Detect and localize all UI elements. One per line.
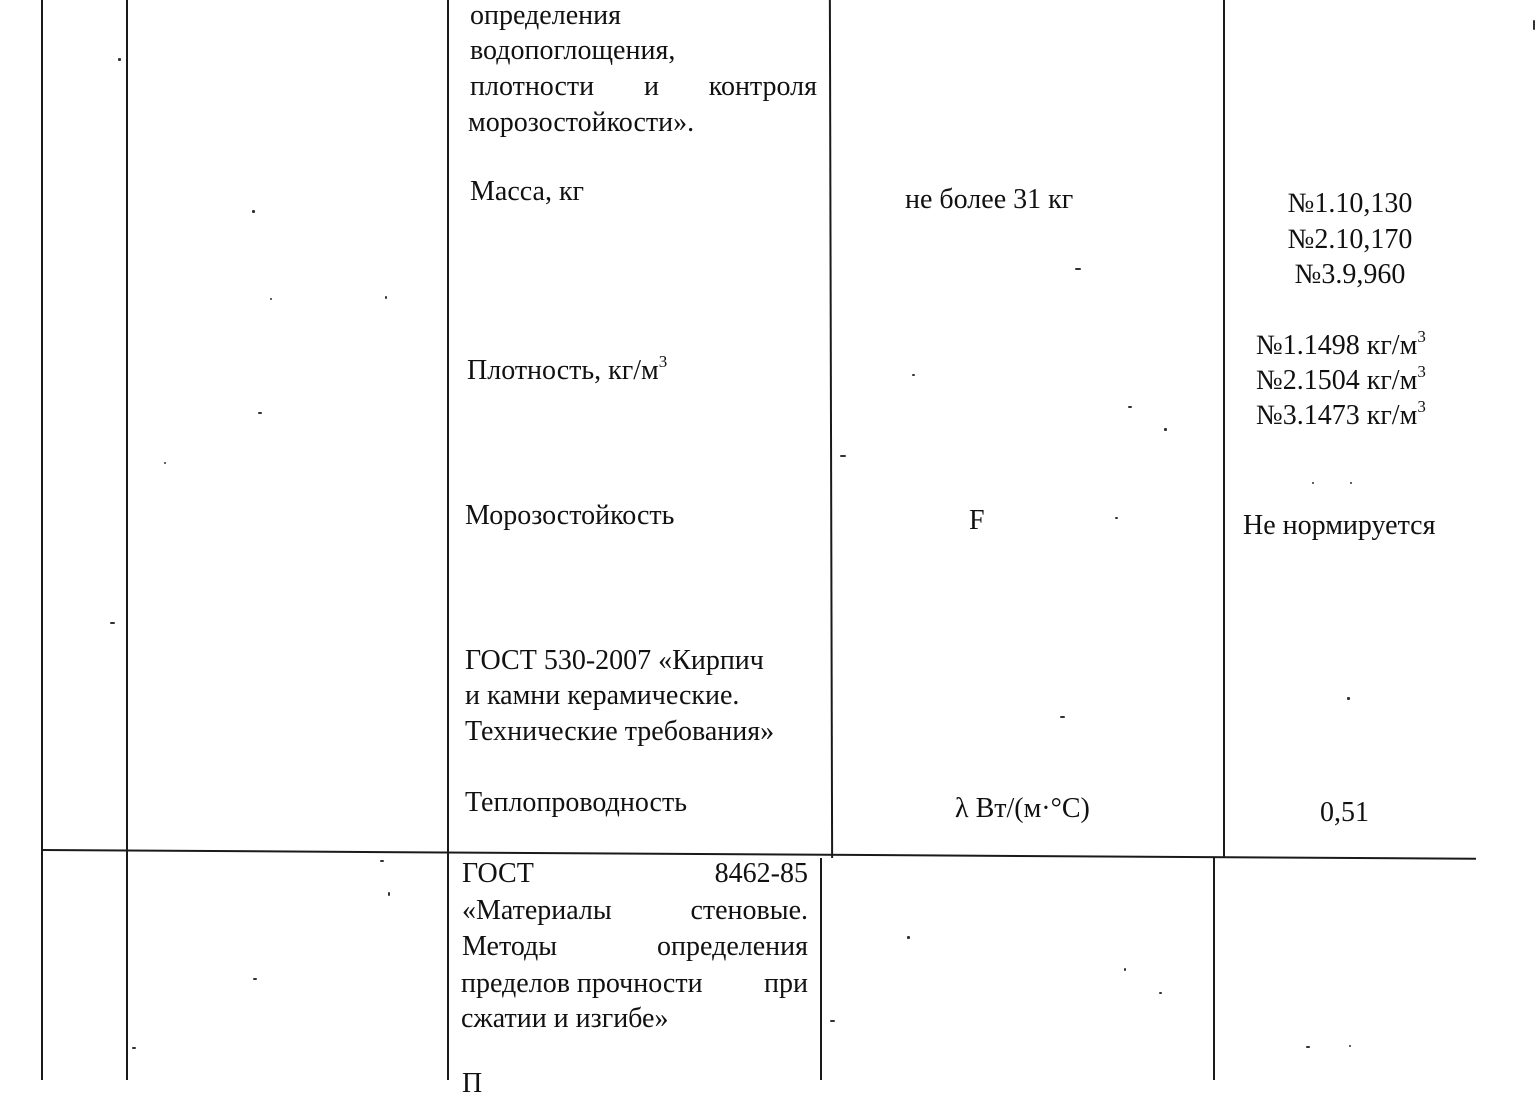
- mass-label: Масса, кг: [470, 176, 585, 207]
- scan-speck: [388, 892, 390, 896]
- word: «Материалы: [462, 895, 612, 926]
- table-col-divider-3: [829, 0, 833, 858]
- scan-speck: [252, 210, 255, 213]
- gost8462-line: [462, 856, 808, 892]
- density-label-text: Плотность, кг/м: [467, 355, 659, 386]
- density-label-sup: 3: [658, 351, 668, 371]
- scan-speck: [830, 1020, 835, 1022]
- mass-result-1: №1.10,130: [1287, 188, 1413, 219]
- frost-result: Не нормируется: [1243, 510, 1436, 541]
- density-result-sup: 3: [1417, 396, 1426, 416]
- scan-speck: [1159, 992, 1162, 994]
- scan-speck: [1312, 482, 1314, 484]
- word: и: [643, 71, 659, 102]
- scan-speck: [1349, 1045, 1351, 1047]
- scan-speck: [270, 298, 272, 300]
- scan-speck: [1124, 968, 1126, 971]
- scan-speck: [253, 978, 257, 980]
- scan-speck: [1075, 268, 1081, 270]
- mass-norm: не более 31 кг: [905, 184, 1074, 215]
- method-line: морозостойкости».: [468, 107, 695, 138]
- density-result-sup: 3: [1417, 361, 1426, 381]
- scan-speck: [1350, 482, 1352, 484]
- gost8462-line: [461, 966, 808, 1002]
- density-result-1: [1256, 328, 1426, 364]
- scan-speck: [1128, 406, 1132, 408]
- gost8462-line: [462, 929, 808, 965]
- method-line: водопоглощения,: [470, 35, 676, 66]
- table-col-divider-2: [447, 0, 449, 1080]
- scan-speck: [1306, 1046, 1310, 1048]
- density-result-text: №2.1504 кг/м: [1256, 365, 1418, 396]
- table-col-divider-4-lower: [1213, 858, 1215, 1080]
- density-result-text: №1.1498 кг/м: [1256, 330, 1418, 361]
- scan-speck: [110, 622, 115, 624]
- scan-speck: [1164, 428, 1167, 431]
- scan-speck: [1533, 20, 1535, 30]
- density-result-text: №3.1473 кг/м: [1256, 400, 1418, 431]
- word: при: [764, 968, 808, 999]
- thermal-result: 0,51: [1320, 797, 1369, 828]
- word: плотности: [470, 71, 595, 102]
- word: контроля: [708, 71, 817, 102]
- mass-result-2: №2.10,170: [1287, 224, 1413, 255]
- next-row-fragment: П: [462, 1068, 483, 1099]
- scan-speck: [380, 860, 384, 862]
- word: пределов прочности: [461, 968, 703, 999]
- word: определения: [657, 931, 808, 962]
- word: стеновые.: [690, 895, 808, 926]
- scan-speck: [1060, 716, 1065, 718]
- scan-speck: [912, 374, 915, 376]
- table-col-divider-4: [1223, 0, 1225, 858]
- scan-speck: [840, 455, 846, 457]
- table-col-divider-1: [126, 0, 128, 1080]
- scan-speck: [385, 296, 387, 299]
- frost-label: Морозостойкость: [465, 500, 675, 531]
- scan-speck: [258, 412, 262, 414]
- density-result-3: [1256, 398, 1426, 434]
- gost530-line: и камни керамические.: [465, 680, 740, 711]
- scan-speck: [164, 462, 166, 464]
- gost530-line: Технические требования»: [465, 716, 775, 747]
- density-result-sup: 3: [1417, 326, 1426, 346]
- word: 8462-85: [714, 858, 808, 889]
- scan-speck: [132, 1047, 136, 1049]
- thermal-label: Теплопроводность: [465, 787, 687, 818]
- gost8462-line: сжатии и изгибе»: [461, 1003, 669, 1034]
- table-border-left: [41, 0, 43, 1080]
- thermal-norm: λ Вт/(м·°С): [955, 793, 1090, 824]
- word: ГОСТ: [462, 858, 534, 889]
- word: Методы: [462, 931, 558, 962]
- frost-norm: F: [969, 505, 985, 536]
- table-col-divider-3-lower: [820, 858, 822, 1080]
- gost8462-line: [462, 893, 808, 929]
- gost530-line: ГОСТ 530-2007 «Кирпич: [465, 645, 764, 676]
- scan-speck: [1115, 517, 1118, 519]
- scan-speck: [118, 58, 121, 61]
- scan-speck: [1347, 697, 1350, 700]
- scan-speck: [907, 936, 910, 939]
- density-label: [467, 353, 667, 389]
- mass-result-3: №3.9,960: [1294, 259, 1406, 290]
- method-line-justified: [470, 69, 817, 105]
- density-result-2: [1256, 363, 1426, 399]
- method-line: определения: [470, 0, 621, 31]
